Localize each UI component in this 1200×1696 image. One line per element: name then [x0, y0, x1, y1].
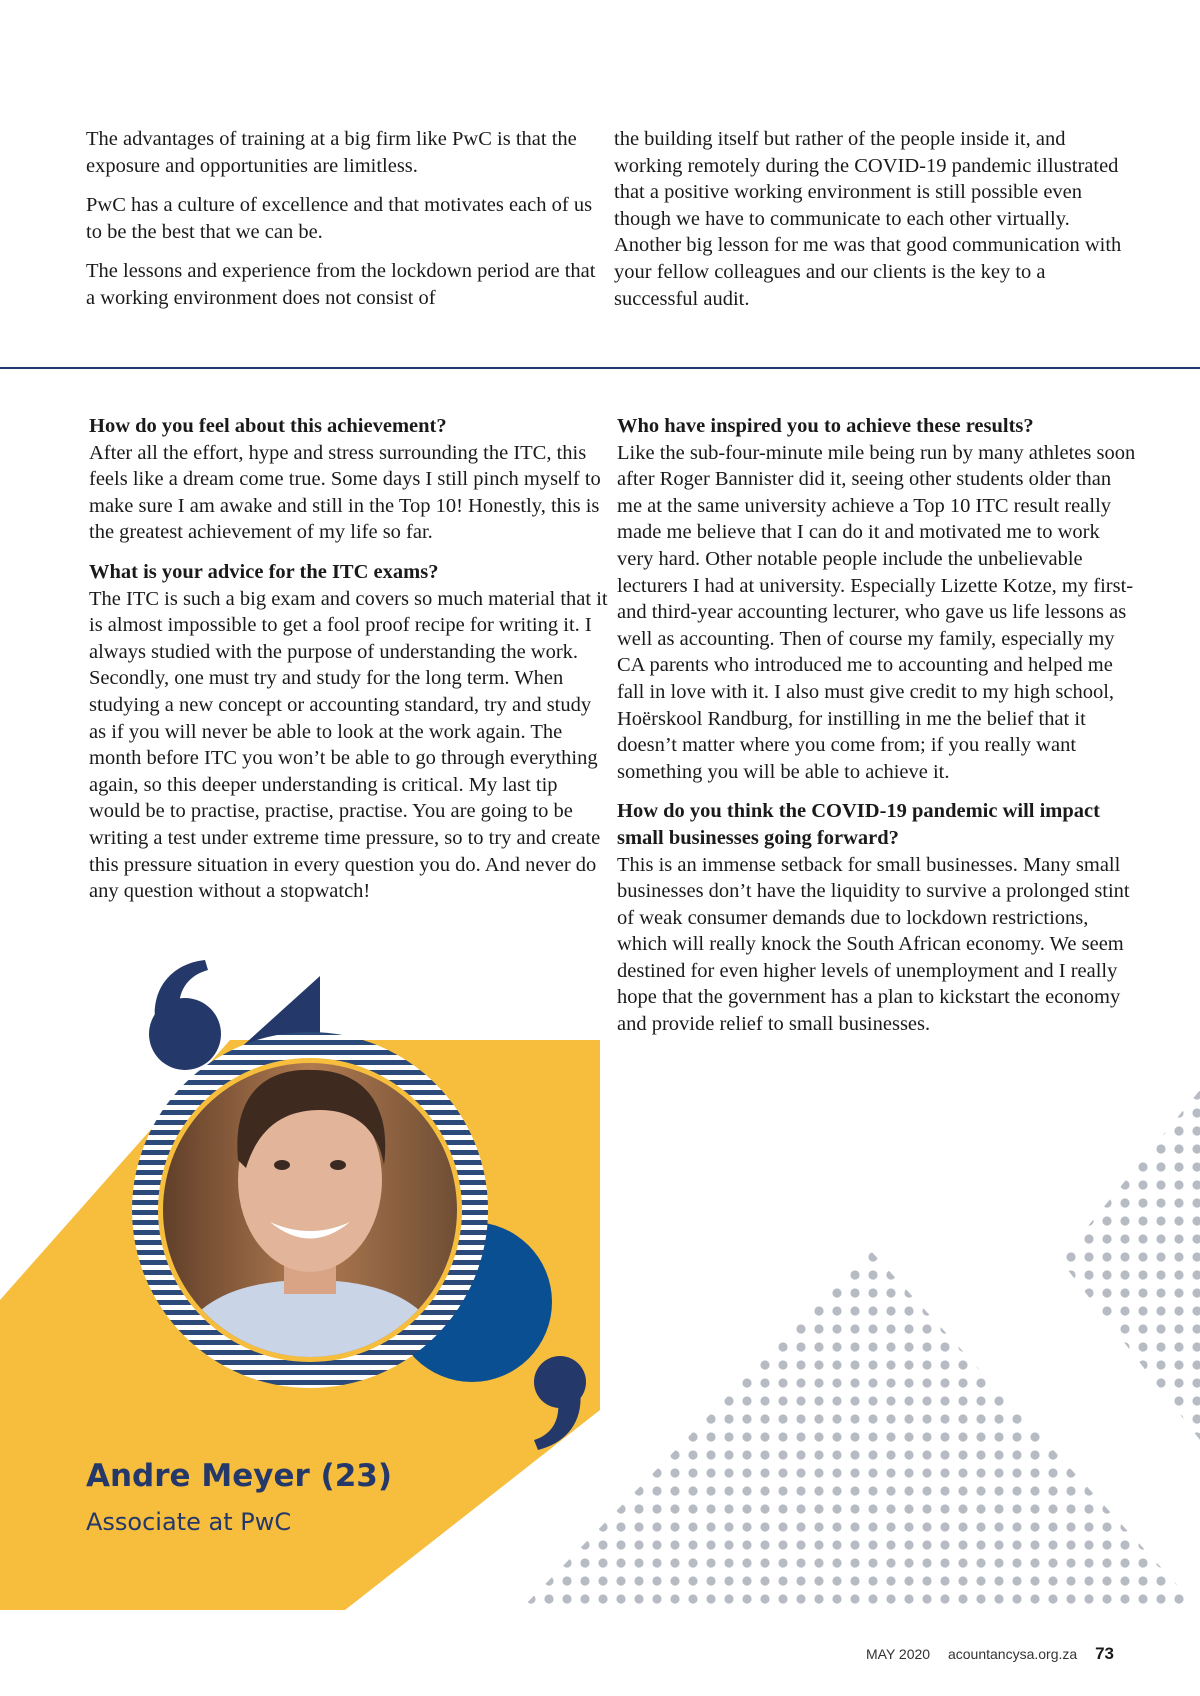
- answer-text: Like the sub-four-minute mile being run by many athletes soon after Roger Bannister did it, seeing other students older than me at the same university achieve a Top 10 ITC result really made me believe that I can do it and motivated me to work very hard. Other notable people include the unbelievable lecturers I had at university. Especially Lizette Kotze, my first- and third-year accounting lecturer, who gave us life lessons as well as accounting. Then of course my family, especially my CA parents who introduced me to accounting and helped me fall in love with it. I also must give credit to my high school, Hoërskool Randburg, for instilling in me the belief that it doesn’t matter where you come from; if you really want something you will be able to achieve it.: [617, 441, 1136, 783]
- page-footer: [852, 1644, 1114, 1664]
- question-heading: What is your advice for the ITC exams?: [89, 560, 439, 583]
- paragraph: The advantages of training at a big firm like PwC is that the exposure and opportunities are limitless.: [86, 128, 577, 177]
- paragraph: The lessons and experience from the lockdown period are that a working environment does not consist of: [86, 260, 596, 309]
- qa-column-left: [89, 413, 609, 918]
- qa-item: [89, 559, 609, 905]
- question-heading: Who have inspired you to achieve these results?: [617, 415, 1034, 437]
- answer-text: This is an immense setback for small businesses. Many small businesses don’t have the liquidity to survive a prolonged stint of weak consumer demands due to lockdown restrictions, which will really knock the South African economy. We seem destined for even higher levels of unemployment and I really hope that the government has a plan to kickstart the economy and provide relief to small businesses.: [617, 853, 1130, 1036]
- intro-column-left: [86, 126, 606, 325]
- page-number: 73: [1095, 1644, 1114, 1663]
- question-heading: How do you think the COVID-19 pandemic will impact small businesses going forward?: [617, 800, 1100, 849]
- profile-caption: [86, 1458, 392, 1536]
- question-heading: How do you feel about this achievement?: [89, 415, 447, 437]
- profile-name: Andre Meyer (23): [86, 1458, 393, 1494]
- qa-column-right: [617, 413, 1137, 1051]
- answer-text: After all the effort, hype and stress surrounding the ITC, this feels like a dream come true. Some days I still pinch myself to make sure I am awake and still in the Top 10! Honestly, this is the greatest achievement of my life so far.: [89, 441, 601, 544]
- paragraph: the building itself but rather of the people inside it, and working remotely during the COVID-19 pandemic illustrated that a positive working environment is still possible even though we have to communicate to each other virtually. Another big lesson for me was that good communication with your fellow colleagues and our clients is the key to a successful audit.: [614, 128, 1122, 310]
- paragraph: PwC has a culture of excellence and that motivates each of us to be the best that we can be.: [86, 194, 593, 243]
- section-divider: [0, 367, 1200, 369]
- website: acountancysa.org.za: [947, 1646, 1078, 1662]
- answer-text: The ITC is such a big exam and covers so much material that it is almost impossible to get a fool proof recipe for writing it. I always studied with the purpose of understanding the work. Secondly, one must try and study for the long term. When studying a new concept or accounting standard, try and study as if you will never be able to look at the work again. The month before ITC you won’t be able to go through everything again, so this deeper understanding is critical. My last tip would be to practise, practise, practise. You are going to be writing a test under extreme time pressure, so to try and create this pressure situation in every question you do. And never do any question without a stopwatch!: [89, 587, 608, 903]
- intro-column-right: [614, 126, 1134, 325]
- open-quote-icon: [149, 960, 221, 1070]
- dot-triangle-small: [1060, 1090, 1200, 1440]
- qa-item: [617, 413, 1137, 785]
- profile-role: Associate at PwC: [86, 1508, 292, 1536]
- qa-item: [89, 413, 609, 546]
- issue-date: MAY 2020: [866, 1646, 931, 1662]
